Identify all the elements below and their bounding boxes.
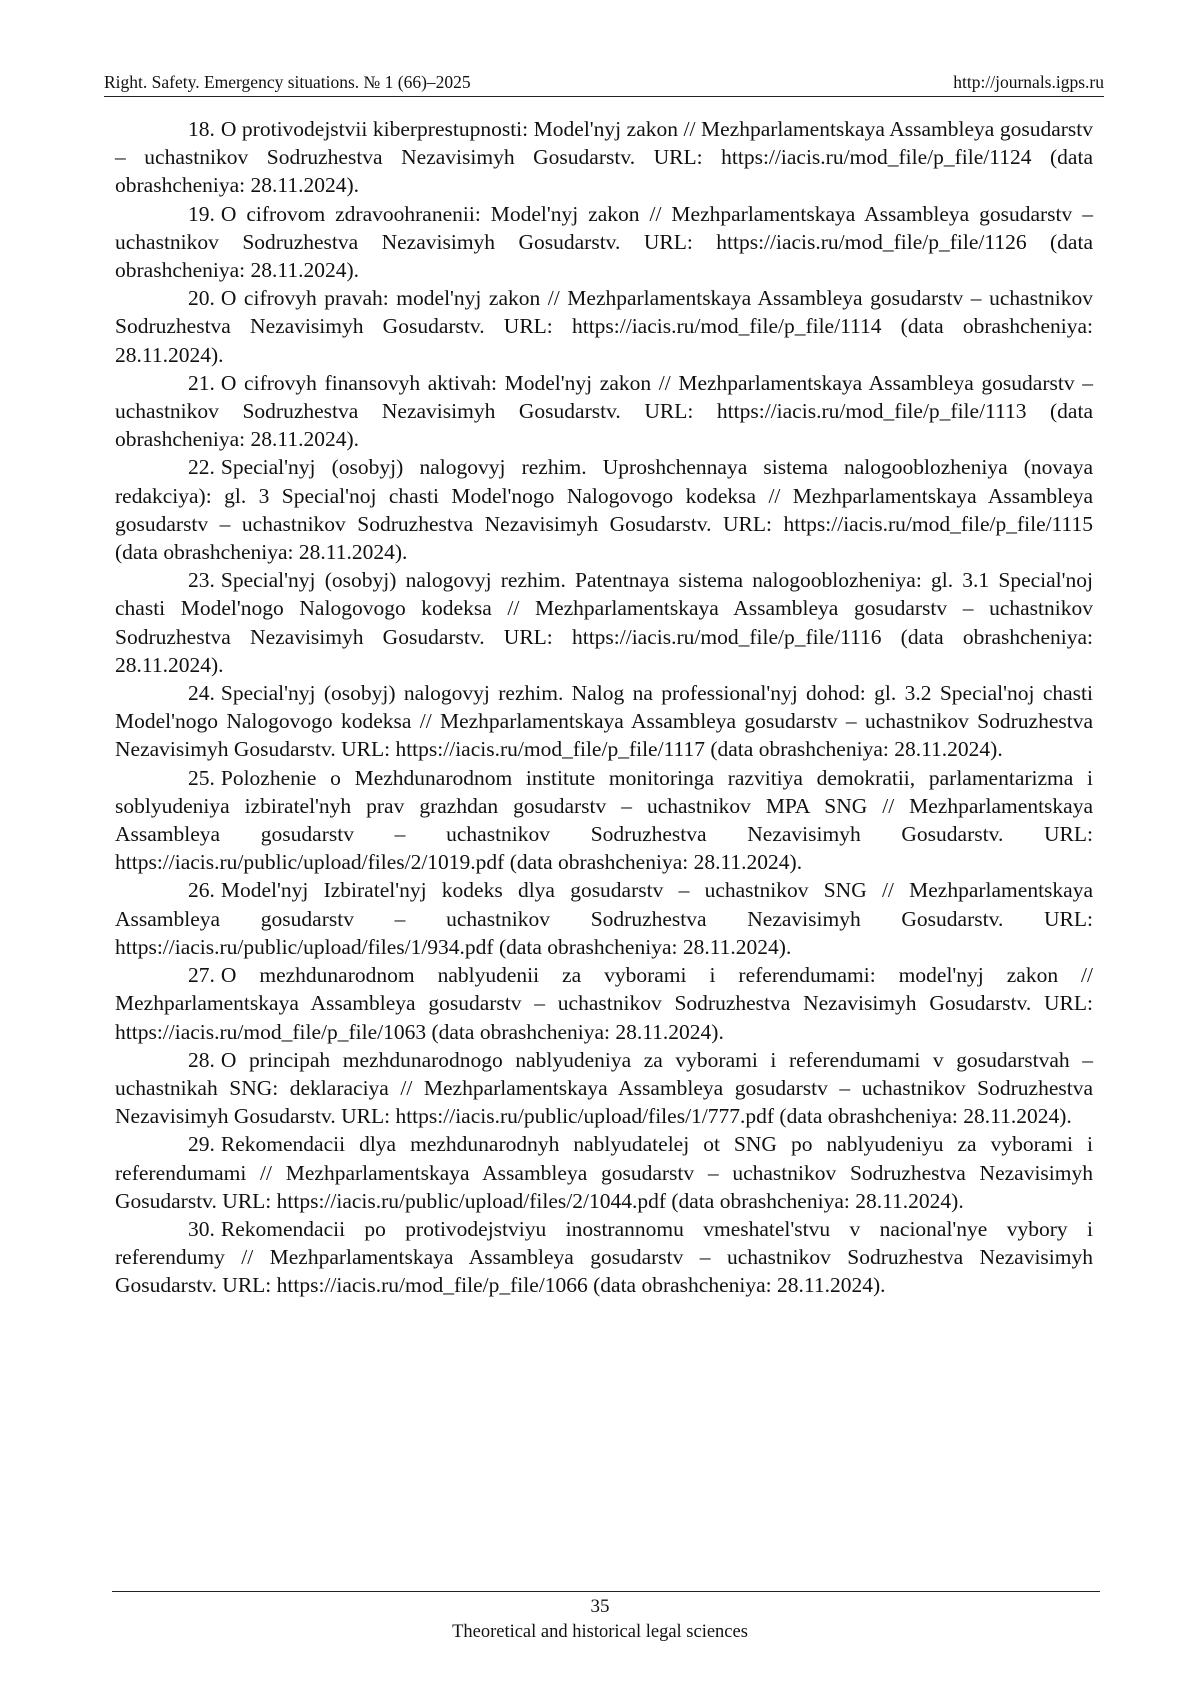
page-number: 35 (590, 1596, 610, 1617)
reference-item-27 (115, 961, 1093, 1046)
reference-number: 29. (188, 1132, 215, 1157)
journal-title: Right. Safety. Emergency situations. № 1 (66)–2025 (104, 72, 471, 92)
reference-text: O cifrovyh finansovyh aktivah: Model'nyj zakon // Mezhparlamentskaya Assambleya gosudarstv – uchastnikov Sodruzhestva Nezavisimyh Gosudarstv. URL: https://iacis.ru/mod_file/p_file/1113 (data obrashcheniya: 28.11.2024). (115, 370, 1093, 452)
reference-item-18 (115, 115, 1093, 200)
reference-number: 26. (188, 878, 215, 903)
reference-item-25 (115, 764, 1093, 877)
reference-item-30 (115, 1215, 1093, 1300)
reference-item-20 (115, 284, 1093, 369)
reference-text: Special'nyj (osobyj) nalogovyj rezhim. Uproshchennaya sistema nalogooblozheniya (novaya redakciya): gl. 3 Special'noj chasti Model'nogo Nalogovogo kodeksa // Mezhparlamentskaya Assambleya gosudarstv – uchastnikov Sodruzhestva Nezavisimyh Gosudarstv. URL: https://iacis.ru/mod_file/p_file/1115 (data obrashcheniya: 28.11.2024). (115, 455, 1093, 565)
reference-text: Model'nyj Izbiratel'nyj kodeks dlya gosudarstv – uchastnikov SNG // Mezhparlamentskaya Assambleya gosudarstv – uchastnikov Sodruzhestva Nezavisimyh Gosudarstv. URL: https://iacis.ru/public/upload/files/1/934.pdf (data obrashcheniya: 28.11.2024). (115, 878, 1093, 959)
reference-text: O cifrovom zdravoohranenii: Model'nyj zakon // Mezhparlamentskaya Assambleya gosudarstv – uchastnikov Sodruzhestva Nezavisimyh Gosudarstv. URL: https://iacis.ru/mod_file/p_file/1126 (data obrashcheniya: 28.11.2024). (115, 201, 1093, 283)
reference-text: Special'nyj (osobyj) nalogovyj rezhim. Nalog na professional'nyj dohod: gl. 3.2 Special'noj chasti Model'nogo Nalogovogo kodeksa // Mezhparlamentskaya Assambleya gosudarstv – uchastnikov Sodruzhestva Nezavisimyh Gosudarstv. URL: https://iacis.ru/mod_file/p_file/1117 (data obrashcheniya: 28.11.2024). (115, 681, 1093, 762)
reference-list (115, 115, 1093, 1300)
running-header (104, 68, 1104, 97)
reference-item-29 (115, 1130, 1093, 1215)
reference-number: 24. (188, 681, 215, 706)
reference-item-22 (115, 453, 1093, 566)
reference-number: 23. (188, 568, 215, 593)
reference-number: 21. (188, 370, 215, 395)
reference-text: O mezhdunarodnom nablyudenii za vyborami i referendumami: model'nyj zakon // Mezhparlamentskaya Assambleya gosudarstv – uchastnikov Sodruzhestva Nezavisimyh Gosudarstv. URL: https://iacis.ru/mod_file/p_file/1063 (data obrashcheniya: 28.11.2024). (115, 963, 1093, 1044)
reference-item-23 (115, 566, 1093, 679)
reference-item-26 (115, 876, 1093, 961)
reference-number: 18. (188, 117, 215, 141)
reference-item-24 (115, 679, 1093, 764)
reference-text: Special'nyj (osobyj) nalogovyj rezhim. Patentnaya sistema nalogooblozheniya: gl. 3.1 Special'noj chasti Model'nogo Nalogovogo kodeksa // Mezhparlamentskaya Assambleya gosudarstv – uchastnikov Sodruzhestva Nezavisimyh Gosudarstv. URL: https://iacis.ru/mod_file/p_file/1116 (data obrashcheniya: 28.11.2024). (115, 568, 1093, 677)
reference-number: 28. (188, 1047, 215, 1072)
reference-text: Polozhenie o Mezhdunarodnom institute monitoringa razvitiya demokratii, parlamentarizma i soblyudeniya izbiratel'nyh prav grazhdan gosudarstv – uchastnikov MPA SNG // Mezhparlamentskaya Assambleya gosudarstv – uchastnikov Sodruzhestva Nezavisimyh Gosudarstv. URL: https://iacis.ru/public/upload/files/2/1019.pdf (data obrashcheniya: 28.11.2024). (115, 765, 1093, 875)
reference-number: 25. (188, 765, 215, 790)
journal-url: http://journals.igps.ru (953, 72, 1104, 92)
reference-number: 20. (188, 286, 215, 311)
reference-text: Rekomendacii po protivodejstviyu inostrannomu vmeshatel'stvu v nacional'nye vybory i referendumy // Mezhparlamentskaya Assambleya gosudarstv – uchastnikov Sodruzhestva Nezavisimyh Gosudarstv. URL: https://iacis.ru/mod_file/p_file/1066 (data obrashcheniya: 28.11.2024). (115, 1216, 1093, 1298)
reference-text: O cifrovyh pravah: model'nyj zakon // Mezhparlamentskaya Assambleya gosudarstv – uchastnikov Sodruzhestva Nezavisimyh Gosudarstv. URL: https://iacis.ru/mod_file/p_file/1114 (data obrashcheniya: 28.11.2024). (115, 286, 1093, 367)
footer-section-title: Theoretical and historical legal sciences (452, 1622, 748, 1642)
reference-item-19 (115, 200, 1093, 285)
reference-number: 22. (188, 455, 215, 480)
reference-number: 30. (188, 1216, 215, 1241)
reference-number: 27. (188, 963, 215, 988)
footer-divider (112, 1591, 1100, 1592)
reference-text: Rekomendacii dlya mezhdunarodnyh nablyudatelej ot SNG po nablyudeniyu za vyborami i referendumami // Mezhparlamentskaya Assambleya gosudarstv – uchastnikov Sodruzhestva Nezavisimyh Gosudarstv. URL: https://iacis.ru/public/upload/files/2/1044.pdf (data obrashcheniya: 28.11.2024). (115, 1132, 1093, 1213)
reference-item-21 (115, 369, 1093, 454)
reference-item-28 (115, 1046, 1093, 1131)
reference-text: O principah mezhdunarodnogo nablyudeniya za vyborami i referendumami v gosudarstvah – uchastnikah SNG: deklaraciya // Mezhparlamentskaya Assambleya gosudarstv – uchastnikov Sodruzhestva Nezavisimyh Gosudarstv. URL: https://iacis.ru/public/upload/files/1/777.pdf (data obrashcheniya: 28.11.2024). (115, 1047, 1093, 1129)
reference-text: O protivodejstvii kiberprestupnosti: Model'nyj zakon // Mezhparlamentskaya Assambleya gosudarstv – uchastnikov Sodruzhestva Nezavisimyh Gosudarstv. URL: https://iacis.ru/mod_file/p_file/1124 (data obrashcheniya: 28.11.2024). (115, 117, 1093, 198)
reference-number: 19. (188, 201, 215, 226)
